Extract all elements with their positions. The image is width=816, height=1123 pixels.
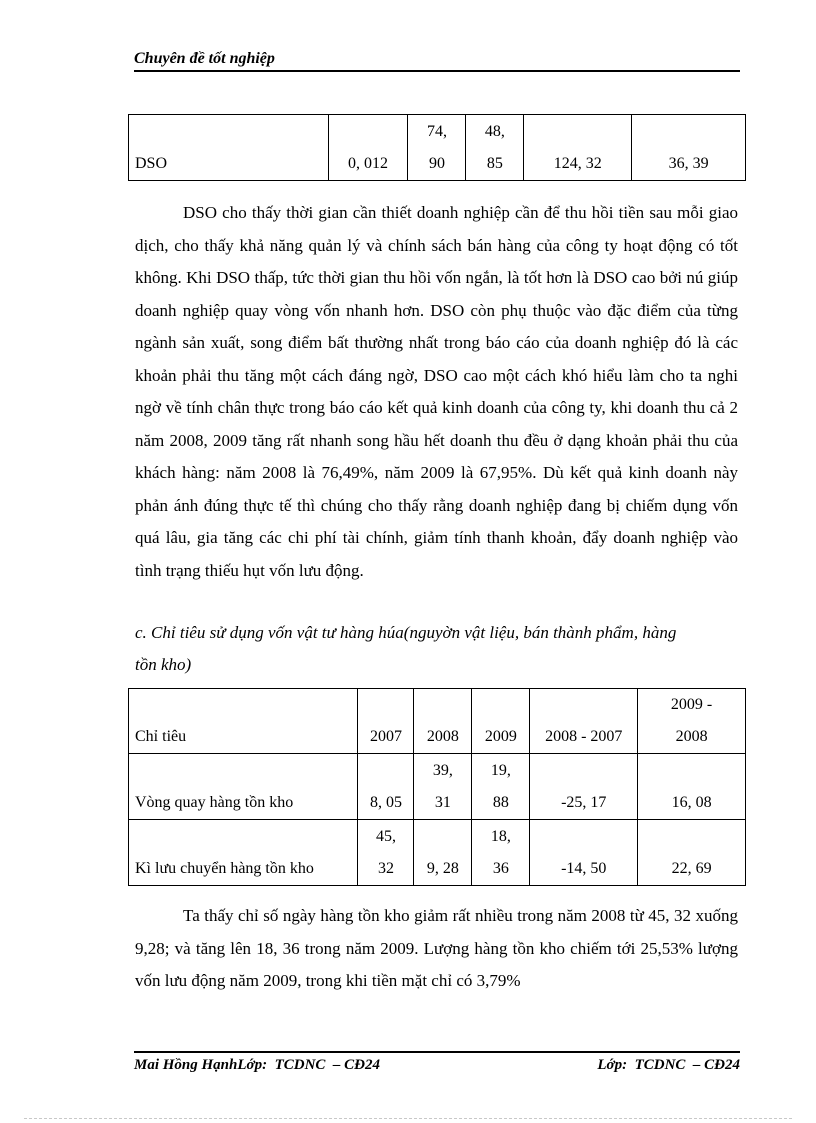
table-cell: -14, 50 (530, 820, 638, 886)
table-row (129, 820, 746, 886)
table-header-cell: 2008 - 2007 (530, 689, 638, 754)
table-cell: 18, 36 (472, 820, 530, 886)
inventory-table (128, 688, 746, 886)
table-cell: 124, 32 (524, 115, 632, 181)
table-header-cell: 2007 (358, 689, 414, 754)
table-cell: Kì lưu chuyển hàng tồn kho (129, 820, 358, 886)
table-cell: 8, 05 (358, 754, 414, 820)
table-header-cell: 2009 - 2008 (638, 689, 746, 754)
table-cell: 16, 08 (638, 754, 746, 820)
dso-table (128, 114, 746, 181)
table-header-row (129, 689, 746, 754)
table-cell: 36, 39 (632, 115, 746, 181)
paragraph-inventory: Ta thấy chỉ số ngày hàng tồn kho giảm rất nhiều trong năm 2008 từ 45, 32 xuống 9,28; và tăng lên 18, 36 trong năm 2009. Lượng hàng tồn kho chiếm tới 25,53% lượng vốn lưu động năm 2009, trong khi tiền mặt chỉ có 3,79% (135, 906, 738, 990)
page-break-divider (24, 1118, 792, 1119)
table-row (129, 115, 746, 181)
table-header-cell: 2009 (472, 689, 530, 754)
footer-left: Mai Hồng HạnhLớp: TCDNC – CĐ24 (134, 1057, 380, 1073)
table-cell: 19, 88 (472, 754, 530, 820)
page-header (134, 48, 740, 72)
table-cell: 9, 28 (414, 820, 472, 886)
footer-right: Lớp: TCDNC – CĐ24 (597, 1057, 740, 1073)
table-cell: 0, 012 (328, 115, 408, 181)
table-cell: 48, 85 (466, 115, 524, 181)
section-heading: c. Chỉ tiêu sử dụng vốn vật tư hàng húa(nguyờn vật liệu, bán thành phẩm, hàng tồn kho) (135, 623, 677, 674)
table-cell: Vòng quay hàng tồn kho (129, 754, 358, 820)
table-header-cell: 2008 (414, 689, 472, 754)
paragraph-dso: DSO cho thấy thời gian cần thiết doanh nghiệp cần để thu hồi tiền sau mỗi giao dịch, cho thấy khả năng quản lý và chính sách bán hàng của công ty hoạt động có tốt không. Khi DSO thấp, tức thời gian thu hồi vốn ngắn, là tốt hơn là DSO cao bởi nú giúp doanh nghiệp quay vòng vốn nhanh hơn. DSO còn phụ thuộc vào đặc điểm của từng ngành sản xuất, song điểm bất thường nhất trong báo cáo của doanh nghiệp đó là các khoản phải thu tăng một cách đáng ngờ, DSO cao một cách khó hiểu làm cho ta nghi ngờ về tính chân thực trong báo cáo kết quả kinh doanh của công ty, khi doanh thu cả 2 năm 2008, 2009 tăng rất nhanh song hầu hết doanh thu đều ở dạng khoản phải thu của khách hàng: năm 2008 là 76,49%, năm 2009 là 67,95%. Dù kết quả kinh doanh này phản ánh đúng thực tế thì chúng cho thấy rằng doanh nghiệp đang bị chiếm dụng vốn quá lâu, gia tăng các chi phí tài chính, giảm tính thanh khoản, đẩy doanh nghiệp vào tình trạng thiếu hụt vốn lưu động. (135, 203, 738, 580)
page-footer (134, 1051, 740, 1074)
table-cell: DSO (129, 115, 329, 181)
table-row (129, 754, 746, 820)
table-cell: 45, 32 (358, 820, 414, 886)
table-header-cell: Chỉ tiêu (129, 689, 358, 754)
table-cell: 39, 31 (414, 754, 472, 820)
table-cell: 74, 90 (408, 115, 466, 181)
table-cell: 22, 69 (638, 820, 746, 886)
header-title: Chuyên đề tốt nghiệp (134, 50, 275, 67)
table-cell: -25, 17 (530, 754, 638, 820)
